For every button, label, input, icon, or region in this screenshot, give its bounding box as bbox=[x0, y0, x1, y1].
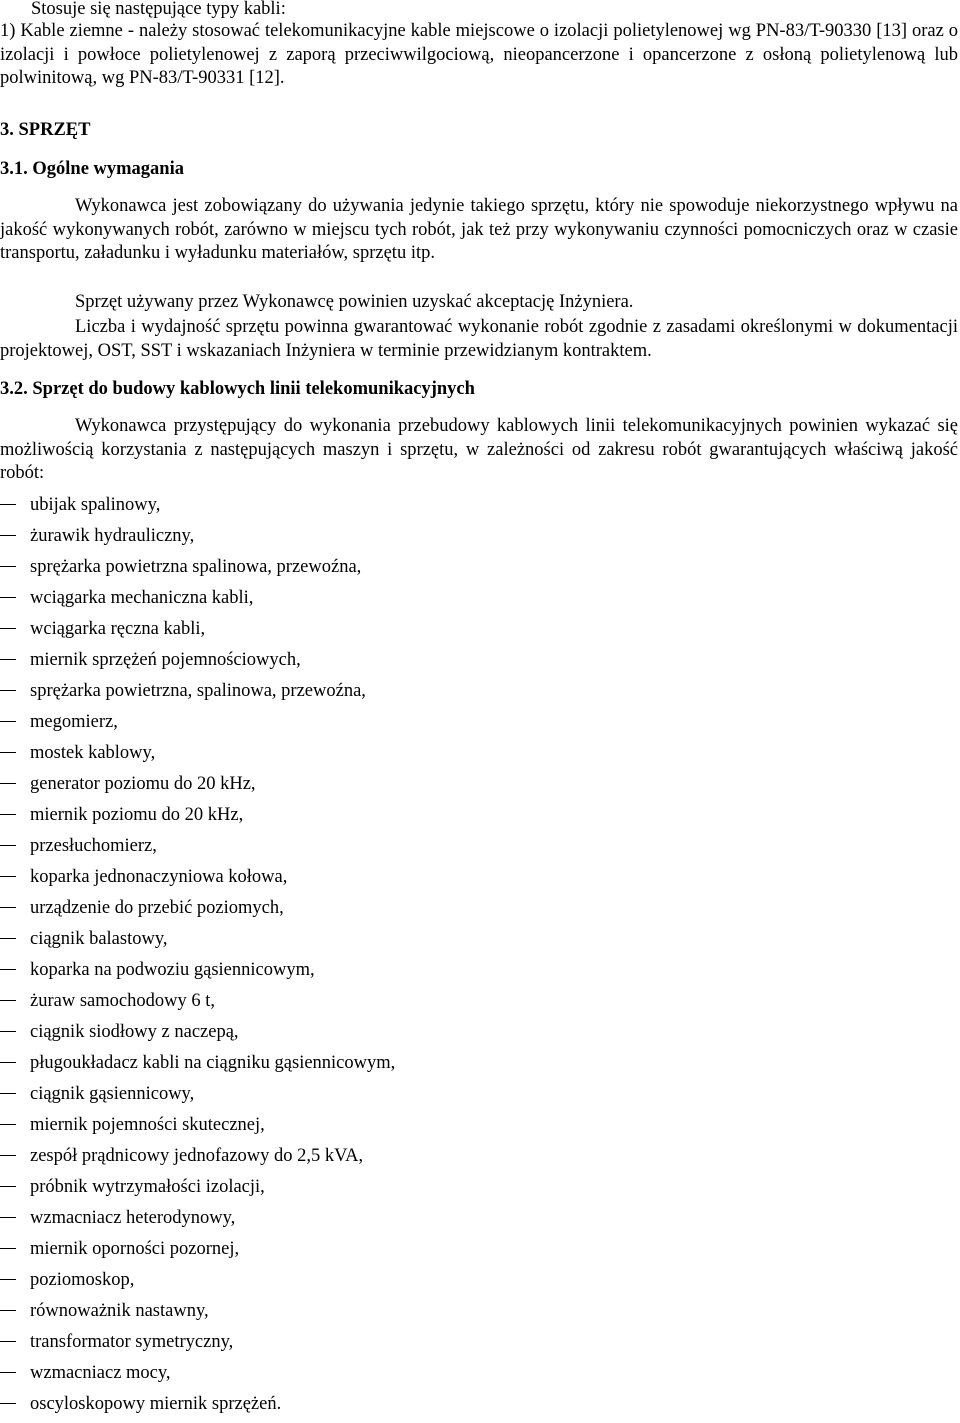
equipment-list-item bbox=[0, 989, 960, 1020]
equipment-list-item bbox=[0, 493, 960, 524]
equipment-item-text: oscyloskopowy miernik sprzężeń. bbox=[30, 1394, 282, 1414]
equipment-list-item bbox=[0, 1237, 960, 1268]
paragraph-3-1-b: Sprzęt używany przez Wykonawcę powinien uzyskać akceptację Inżyniera. bbox=[75, 292, 634, 312]
equipment-item-text: wzmacniacz mocy, bbox=[30, 1363, 171, 1383]
dash-bullet-icon bbox=[0, 876, 16, 877]
equipment-list-item bbox=[0, 1268, 960, 1299]
equipment-list-item bbox=[0, 772, 960, 803]
equipment-list-item bbox=[0, 1330, 960, 1361]
dash-bullet-icon bbox=[0, 1124, 16, 1125]
equipment-item-text: zespół prądnicowy jednofazowy do 2,5 kVA, bbox=[30, 1146, 364, 1166]
dash-bullet-icon bbox=[0, 752, 16, 753]
dash-bullet-icon bbox=[0, 1279, 16, 1280]
equipment-item-text: wciągarka ręczna kabli, bbox=[30, 619, 206, 639]
equipment-item-text: poziomoskop, bbox=[30, 1270, 135, 1290]
paragraph-3-2: Wykonawca przystępujący do wykonania przebudowy kablowych linii telekomunikacyjnych powinien wykazać się możliwością korzystania z następujących maszyn i sprzętu, w zależności od zakresu robót gwarantujących właściwą jakość robót: bbox=[0, 416, 958, 483]
dash-bullet-icon bbox=[0, 1093, 16, 1094]
dash-bullet-icon bbox=[0, 1000, 16, 1001]
equipment-item-text: sprężarka powietrzna, spalinowa, przewoźna, bbox=[30, 681, 366, 701]
paragraph-3-1-c: Liczba i wydajność sprzętu powinna gwarantować wykonanie robót zgodnie z zasadami określonymi w dokumentacji projektowej, OST, SST i wskazaniach Inżyniera w terminie przewidzianym kontraktem. bbox=[0, 317, 958, 361]
dash-bullet-icon bbox=[0, 783, 16, 784]
equipment-list-item bbox=[0, 617, 960, 648]
dash-bullet-icon bbox=[0, 690, 16, 691]
equipment-list-item bbox=[0, 648, 960, 679]
dash-bullet-icon bbox=[0, 535, 16, 536]
equipment-list-item bbox=[0, 834, 960, 865]
dash-bullet-icon bbox=[0, 597, 16, 598]
equipment-item-text: mostek kablowy, bbox=[30, 743, 156, 763]
dash-bullet-icon bbox=[0, 938, 16, 939]
equipment-list-item bbox=[0, 1020, 960, 1051]
equipment-list-item bbox=[0, 1392, 960, 1423]
dash-bullet-icon bbox=[0, 907, 16, 908]
equipment-list-item bbox=[0, 1082, 960, 1113]
paragraph-3-1-a: Wykonawca jest zobowiązany do używania jedynie takiego sprzętu, który nie spowoduje niekorzystnego wpływu na jakość wykonywanych robót, zarówno w miejscu tych robót, jak też przy wykonywaniu czynności pomocniczych oraz w czasie transportu, załadunku i wyładunku materiałów, sprzętu itp. bbox=[0, 196, 958, 263]
equipment-list-item bbox=[0, 586, 960, 617]
equipment-item-text: megomierz, bbox=[30, 712, 118, 732]
equipment-list-item bbox=[0, 1144, 960, 1175]
equipment-list-item bbox=[0, 555, 960, 586]
dash-bullet-icon bbox=[0, 1186, 16, 1187]
equipment-list-item bbox=[0, 1175, 960, 1206]
equipment-item-text: sprężarka powietrzna spalinowa, przewoźna, bbox=[30, 557, 362, 577]
equipment-item-text: miernik sprzężeń pojemnościowych, bbox=[30, 650, 301, 670]
equipment-list-item bbox=[0, 741, 960, 772]
equipment-item-text: miernik poziomu do 20 kHz, bbox=[30, 805, 244, 825]
equipment-item-text: transformator symetryczny, bbox=[30, 1332, 234, 1352]
equipment-item-text: ciągnik siodłowy z naczepą, bbox=[30, 1022, 239, 1042]
equipment-item-text: miernik pojemności skutecznej, bbox=[30, 1115, 265, 1135]
equipment-list-item bbox=[0, 1051, 960, 1082]
dash-bullet-icon bbox=[0, 969, 16, 970]
dash-bullet-icon bbox=[0, 1062, 16, 1063]
equipment-item-text: wzmacniacz heterodynowy, bbox=[30, 1208, 236, 1228]
dash-bullet-icon bbox=[0, 659, 16, 660]
equipment-item-text: przesłuchomierz, bbox=[30, 836, 157, 856]
equipment-list-item bbox=[0, 524, 960, 555]
dash-bullet-icon bbox=[0, 1217, 16, 1218]
dash-bullet-icon bbox=[0, 845, 16, 846]
equipment-list-item bbox=[0, 710, 960, 741]
equipment-list-item bbox=[0, 803, 960, 834]
equipment-item-text: koparka jednonaczyniowa kołowa, bbox=[30, 867, 288, 887]
equipment-item-text: urządzenie do przebić poziomych, bbox=[30, 898, 284, 918]
equipment-item-text: wciągarka mechaniczna kabli, bbox=[30, 588, 254, 608]
dash-bullet-icon bbox=[0, 628, 16, 629]
equipment-item-text: żurawik hydrauliczny, bbox=[30, 526, 195, 546]
equipment-list-item bbox=[0, 958, 960, 989]
equipment-item-text: miernik oporności pozornej, bbox=[30, 1239, 240, 1259]
equipment-list-item bbox=[0, 1299, 960, 1330]
dash-bullet-icon bbox=[0, 1248, 16, 1249]
equipment-item-text: generator poziomu do 20 kHz, bbox=[30, 774, 256, 794]
equipment-list bbox=[0, 493, 960, 1423]
dash-bullet-icon bbox=[0, 721, 16, 722]
equipment-item-text: ubijak spalinowy, bbox=[30, 495, 161, 515]
dash-bullet-icon bbox=[0, 814, 16, 815]
list-item-1: 1) Kable ziemne - należy stosować telekomunikacyjne kable miejscowe o izolacji polietylenowej wg PN-83/T-90330 [13] oraz o izolacji i powłoce polietylenowej z zaporą przeciwwilgociową, nieopancerzone i opancerzone z osłoną polietylenową lub polwinitową, wg PN-83/T-90331 [12]. bbox=[0, 21, 958, 88]
dash-bullet-icon bbox=[0, 1341, 16, 1342]
intro-line: Stosuje się następujące typy kabli: bbox=[31, 0, 286, 19]
section-heading-3-2: 3.2. Sprzęt do budowy kablowych linii telekomunikacyjnych bbox=[0, 379, 475, 399]
equipment-list-item bbox=[0, 1206, 960, 1237]
equipment-item-text: żuraw samochodowy 6 t, bbox=[30, 991, 215, 1011]
dash-bullet-icon bbox=[0, 504, 16, 505]
dash-bullet-icon bbox=[0, 1155, 16, 1156]
section-heading-3: 3. SPRZĘT bbox=[0, 120, 91, 140]
equipment-item-text: równoważnik nastawny, bbox=[30, 1301, 209, 1321]
dash-bullet-icon bbox=[0, 1403, 16, 1404]
equipment-list-item bbox=[0, 927, 960, 958]
dash-bullet-icon bbox=[0, 1310, 16, 1311]
dash-bullet-icon bbox=[0, 1372, 16, 1373]
section-heading-3-1: 3.1. Ogólne wymagania bbox=[0, 159, 184, 179]
equipment-list-item bbox=[0, 865, 960, 896]
equipment-item-text: koparka na podwoziu gąsiennicowym, bbox=[30, 960, 315, 980]
dash-bullet-icon bbox=[0, 1031, 16, 1032]
equipment-list-item bbox=[0, 896, 960, 927]
dash-bullet-icon bbox=[0, 566, 16, 567]
equipment-list-item bbox=[0, 1113, 960, 1144]
equipment-list-item bbox=[0, 679, 960, 710]
equipment-item-text: ciągnik balastowy, bbox=[30, 929, 168, 949]
equipment-list-item bbox=[0, 1361, 960, 1392]
equipment-item-text: pługoukładacz kabli na ciągniku gąsiennicowym, bbox=[30, 1053, 396, 1073]
equipment-item-text: ciągnik gąsiennicowy, bbox=[30, 1084, 195, 1104]
equipment-item-text: próbnik wytrzymałości izolacji, bbox=[30, 1177, 265, 1197]
